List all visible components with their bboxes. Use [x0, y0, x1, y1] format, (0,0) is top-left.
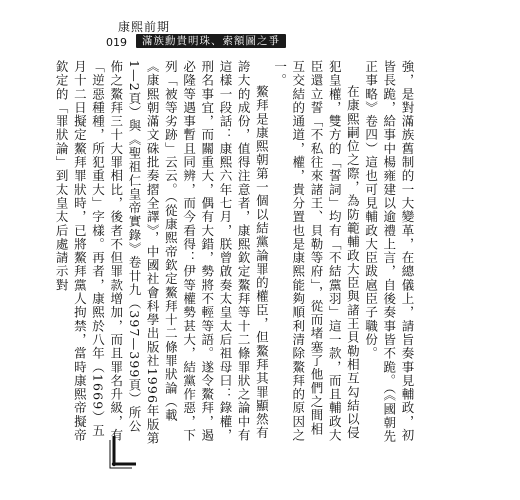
- paragraph: 鰲拜是康熙朝第一個以結黨論罪的權臣，但鰲拜其罪顯然有誇大的成份，值得注意者，康熙欽定鰲拜等十二條罪狀之論中有這樣一段話：康熙六年七月，朕曾啟奏太皇太后祖母曰：錄權，刑名事宜，而關重大，偶有大錯，勢將不輕等語。遂令鰲拜，遏必隆等遇事暫且同辨，而今看得：伊等權勢甚大，結黨作惡，下列「被等劣跡」云云。（從康熙帝欽定鰲拜十二條罪狀論（載《康熙朝滿文硃批奏摺全譯》，中國社會科學出版社1996年版第1—2頁）與《聖祖仁皇帝實錄》卷廿九（397—399頁）所公佈之鰲拜三十大罪相比，後者不但罪款增加，而且罪名升級，有「逆惡種種，所犯重大」字樣。再者，康熙於八年（1669）五月十二日擬定鰲拜罪狀時，已將鰲拜黨人拘禁，當時康熙帝擬帝欽定的「罪狀論」到太皇太后處請示對: [54, 60, 270, 446]
- body-text: [54, 60, 416, 446]
- paragraph: 在康熙嗣位之際，為防範輔政大臣與諸王貝勒相互勾結以侵犯皇權，雙方的「誓詞」均有「不結黨羽」這一款，而且輔政大臣還立誓「不私往來諸王、貝勒等府」，從而堵塞了他們之間相互交結的通道，權，貴分置也是康熙能夠順利清除鰲拜的原因之一。: [272, 60, 361, 443]
- corner-ornament-icon: [108, 434, 138, 470]
- page-number: 019: [106, 36, 127, 49]
- paragraph: 強，是對滿族舊制的一大變革，在總儀上，請旨奏事見輔政，初皆長跪，給事中楊雍建以逾禮上言，自後奏事皆不跪。（《國朝先正事略》卷四）這也可見輔政大臣跋扈臣子職份。: [363, 60, 415, 444]
- chapter-title: 滿族勳貴明珠、索額圖之爭: [136, 34, 286, 48]
- book-title: 康熙前期: [118, 20, 171, 34]
